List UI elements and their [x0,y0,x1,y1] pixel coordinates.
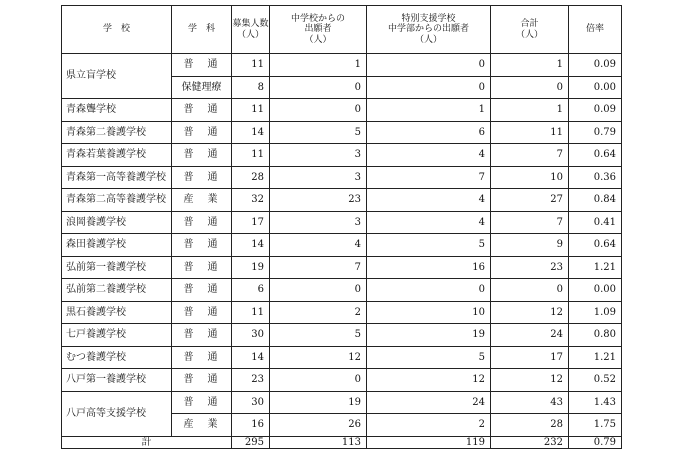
total-count: 23 [491,256,569,279]
ratio-value: 0.79 [569,121,622,144]
subject-name: 普 通 [172,369,232,392]
school-name: 青森第一高等養護学校 [62,166,172,189]
ratio-value: 1.75 [569,414,622,437]
recruit-count: 11 [232,54,270,77]
total-from-jhs: 113 [270,436,367,449]
subject-name: 産 業 [172,414,232,437]
school-name: むつ養護学校 [62,346,172,369]
total-count: 9 [491,234,569,257]
from-special-count: 19 [367,324,491,347]
total-count: 1 [491,99,569,122]
ratio-value: 1.43 [569,391,622,414]
subject-name: 普 通 [172,391,232,414]
recruit-count: 30 [232,324,270,347]
ratio-value: 0.00 [569,279,622,302]
ratio-value: 0.41 [569,211,622,234]
header-from-jhs [270,6,367,54]
table-row [62,256,622,279]
recruit-count: 14 [232,346,270,369]
school-name: 七戸養護学校 [62,324,172,347]
subject-name: 普 通 [172,166,232,189]
table-body [62,54,622,437]
total-count: 10 [491,166,569,189]
ratio-value: 0.09 [569,99,622,122]
total-label: 計 [62,436,232,449]
table-row [62,234,622,257]
from-special-count: 12 [367,369,491,392]
from-special-count: 5 [367,234,491,257]
table-row [62,211,622,234]
subject-name: 普 通 [172,121,232,144]
header-recruit-unit: （人） [236,29,264,40]
from-jhs-count: 26 [270,414,367,437]
from-jhs-count: 0 [270,279,367,302]
recruit-count: 11 [232,301,270,324]
total-count: 12 [491,369,569,392]
header-school: 学 校 [62,6,172,54]
from-jhs-count: 19 [270,391,367,414]
from-special-count: 5 [367,346,491,369]
subject-name: 普 通 [172,256,232,279]
from-jhs-count: 0 [270,369,367,392]
school-name: 青森若葉養護学校 [62,144,172,167]
school-name: 浪岡養護学校 [62,211,172,234]
total-count: 27 [491,189,569,212]
ratio-value: 0.64 [569,234,622,257]
header-recruit-line: 募集人数 [232,19,269,30]
subject-name: 普 通 [172,234,232,257]
table-row [62,99,622,122]
from-special-count: 16 [367,256,491,279]
school-name: 黒石養護学校 [62,301,172,324]
total-count: 12 [491,301,569,324]
header-ratio: 倍率 [569,6,622,54]
from-special-count: 0 [367,279,491,302]
total-ratio: 0.79 [569,436,622,449]
recruit-count: 11 [232,144,270,167]
subject-name: 普 通 [172,279,232,302]
total-count: 24 [491,324,569,347]
recruit-count: 11 [232,99,270,122]
header-from-special-line1: 特別支援学校 [401,13,456,24]
from-special-count: 2 [367,414,491,437]
from-special-count: 7 [367,166,491,189]
subject-name: 産 業 [172,189,232,212]
header-total [491,6,569,54]
table-row [62,391,622,414]
total-count: 7 [491,144,569,167]
ratio-value: 0.64 [569,144,622,167]
subject-name: 普 通 [172,211,232,234]
ratio-value: 0.80 [569,324,622,347]
from-jhs-count: 12 [270,346,367,369]
table-row [62,121,622,144]
from-special-count: 0 [367,76,491,99]
from-jhs-count: 23 [270,189,367,212]
ratio-value: 1.21 [569,256,622,279]
from-jhs-count: 4 [270,234,367,257]
school-name: 八戸第一養護学校 [62,369,172,392]
recruit-count: 16 [232,414,270,437]
table-row [62,144,622,167]
recruit-count: 30 [232,391,270,414]
from-jhs-count: 5 [270,324,367,347]
total-count: 17 [491,346,569,369]
school-name: 八戸高等支援学校 [62,391,172,436]
table-row [62,346,622,369]
header-from-jhs-line1: 中学校からの [290,13,345,24]
recruit-count: 8 [232,76,270,99]
subject-name: 保健理療 [172,76,232,99]
from-jhs-count: 3 [270,211,367,234]
table-row [62,189,622,212]
recruit-count: 14 [232,234,270,257]
subject-name: 普 通 [172,54,232,77]
applicants-table [61,5,622,449]
school-name: 青森第二高等養護学校 [62,189,172,212]
from-special-count: 4 [367,189,491,212]
recruit-count: 32 [232,189,270,212]
total-count: 43 [491,391,569,414]
school-name: 弘前第一養護学校 [62,256,172,279]
ratio-value: 0.09 [569,54,622,77]
table-row [62,369,622,392]
school-name: 青森聾学校 [62,99,172,122]
subject-name: 普 通 [172,144,232,167]
table-row [62,54,622,77]
from-jhs-count: 0 [270,76,367,99]
header-subject: 学 科 [172,6,232,54]
from-special-count: 10 [367,301,491,324]
header-from-special-unit: （人） [414,34,442,45]
header-from-jhs-line2: 出願者 [304,24,332,35]
subject-name: 普 通 [172,99,232,122]
subject-name: 普 通 [172,346,232,369]
ratio-value: 1.09 [569,301,622,324]
header-row [62,6,622,54]
school-name: 弘前第二養護学校 [62,279,172,302]
total-recruit: 295 [232,436,270,449]
total-row [62,436,622,449]
subject-name: 普 通 [172,324,232,347]
recruit-count: 19 [232,256,270,279]
from-special-count: 4 [367,144,491,167]
total-from-special: 119 [367,436,491,449]
from-jhs-count: 3 [270,144,367,167]
header-total-line: 合計 [520,19,539,30]
table-row [62,301,622,324]
ratio-value: 0.00 [569,76,622,99]
header-total-unit: （人） [515,29,543,40]
from-special-count: 1 [367,99,491,122]
total-count: 1 [491,54,569,77]
recruit-count: 14 [232,121,270,144]
from-jhs-count: 3 [270,166,367,189]
from-special-count: 6 [367,121,491,144]
total-count: 28 [491,414,569,437]
subject-name: 普 通 [172,301,232,324]
from-special-count: 24 [367,391,491,414]
header-from-special [367,6,491,54]
from-special-count: 0 [367,54,491,77]
header-from-special-line2: 中学部からの出願者 [387,24,469,35]
from-jhs-count: 2 [270,301,367,324]
school-name: 森田養護学校 [62,234,172,257]
ratio-value: 1.21 [569,346,622,369]
table-row [62,324,622,347]
recruit-count: 23 [232,369,270,392]
ratio-value: 0.36 [569,166,622,189]
total-count: 11 [491,121,569,144]
school-name: 県立盲学校 [62,54,172,99]
table-row [62,279,622,302]
total-count: 0 [491,279,569,302]
from-jhs-count: 0 [270,99,367,122]
total-total: 232 [491,436,569,449]
school-name: 青森第二養護学校 [62,121,172,144]
header-recruit [232,6,270,54]
ratio-value: 0.84 [569,189,622,212]
recruit-count: 17 [232,211,270,234]
from-jhs-count: 7 [270,256,367,279]
total-count: 0 [491,76,569,99]
recruit-count: 6 [232,279,270,302]
from-special-count: 4 [367,211,491,234]
from-jhs-count: 1 [270,54,367,77]
recruit-count: 28 [232,166,270,189]
from-jhs-count: 5 [270,121,367,144]
ratio-value: 0.52 [569,369,622,392]
header-from-jhs-unit: （人） [304,34,332,45]
table-row [62,166,622,189]
total-count: 7 [491,211,569,234]
